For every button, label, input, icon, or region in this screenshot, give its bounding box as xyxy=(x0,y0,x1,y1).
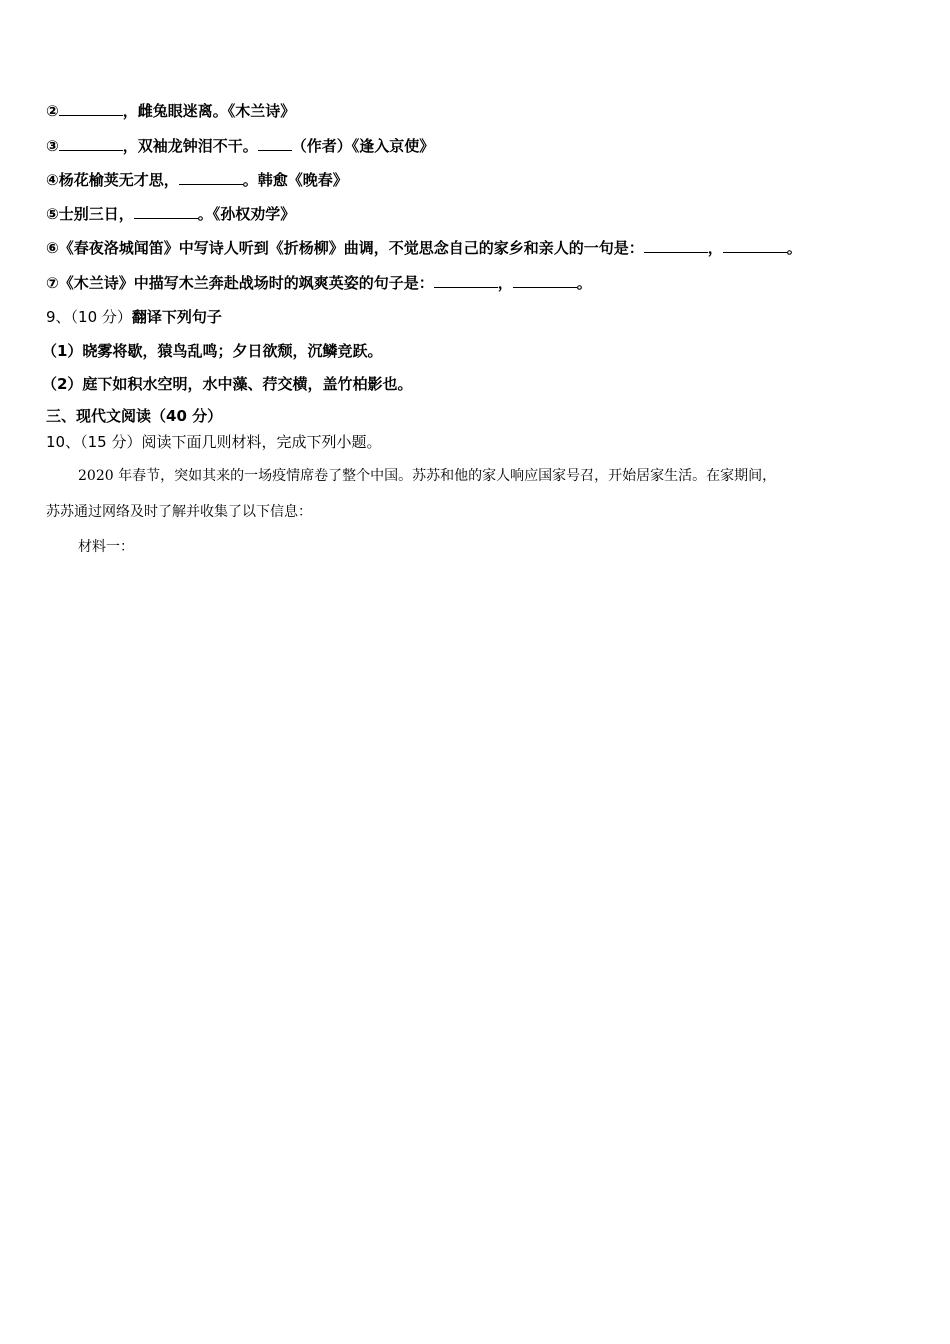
item-text-pre: 士别三日， xyxy=(58,205,134,223)
recite-item-5 xyxy=(46,204,295,224)
answer-blank[interactable] xyxy=(179,170,243,185)
section-title xyxy=(46,406,222,426)
answer-blank[interactable] xyxy=(59,136,123,151)
item-marker: ④ xyxy=(46,171,59,189)
item-text-pre: 《春夜洛城闻笛》中写诗人听到《折杨柳》曲调，不觉思念自己的家乡和亲人的一句是： xyxy=(58,239,644,257)
question-number: 10、 xyxy=(46,433,81,451)
section-heading: 三、现代文阅读（40 分） xyxy=(46,407,223,425)
item-sep: ， xyxy=(497,274,513,292)
translation-sentence: （2）庭下如积水空明，水中藻、荇交横，盖竹柏影也。 xyxy=(42,375,413,393)
item-marker: ⑦ xyxy=(46,274,59,292)
answer-blank[interactable] xyxy=(434,273,498,288)
question-score: （10 分） xyxy=(70,308,132,326)
answer-blank[interactable] xyxy=(59,101,123,116)
item-text: ，双袖龙钟泪不干。 xyxy=(122,137,258,155)
item-text-post: 。 xyxy=(786,239,802,257)
item-text-post: 。韩愈《晚春》 xyxy=(242,171,348,189)
item-marker: ⑥ xyxy=(46,239,59,257)
item-text-post: 。《孙权劝学》 xyxy=(197,205,296,223)
material-heading: 材料一： xyxy=(78,539,134,555)
translation-sentence: （1）晓雾将歇，猿鸟乱鸣；夕日欲颓，沉鳞竞跃。 xyxy=(42,342,383,360)
recite-item-7 xyxy=(46,273,592,293)
passage-line-1 xyxy=(78,466,776,486)
item-source: （作者）《逢入京使》 xyxy=(291,137,435,155)
item-text-pre: 杨花榆荚无才思， xyxy=(58,171,179,189)
passage-line-2 xyxy=(46,502,312,522)
passage-text: 苏苏通过网络及时了解并收集了以下信息： xyxy=(46,504,312,520)
passage-text: 2020 年春节，突如其来的一场疫情席卷了整个中国。苏苏和他的家人响应国家号召，开始居家生活。在家期间， xyxy=(78,468,777,484)
question-9-header xyxy=(46,307,222,327)
item-marker: ⑤ xyxy=(46,205,59,223)
answer-blank[interactable] xyxy=(723,238,787,253)
item-marker: ② xyxy=(46,102,59,120)
recite-item-4 xyxy=(46,170,348,190)
answer-blank[interactable] xyxy=(134,204,198,219)
item-marker: ③ xyxy=(46,137,59,155)
question-intro: （15 分）阅读下面几则材料，完成下列小题。 xyxy=(80,433,382,451)
question-9-item-2 xyxy=(42,374,412,394)
material-label xyxy=(78,537,134,557)
question-10-header xyxy=(46,432,381,452)
item-text: ，雌兔眼迷离。《木兰诗》 xyxy=(122,102,296,120)
recite-item-6 xyxy=(46,238,802,258)
recite-item-2 xyxy=(46,101,295,121)
recite-item-3 xyxy=(46,136,434,156)
item-sep: ， xyxy=(707,239,723,257)
item-text-post: 。 xyxy=(576,274,592,292)
question-title: 翻译下列句子 xyxy=(131,308,222,326)
question-9-item-1 xyxy=(42,341,382,361)
author-blank[interactable] xyxy=(258,136,292,151)
item-text-pre: 《木兰诗》中描写木兰奔赴战场时的飒爽英姿的句子是： xyxy=(58,274,434,292)
answer-blank[interactable] xyxy=(644,238,708,253)
question-number: 9、 xyxy=(46,308,71,326)
answer-blank[interactable] xyxy=(513,273,577,288)
